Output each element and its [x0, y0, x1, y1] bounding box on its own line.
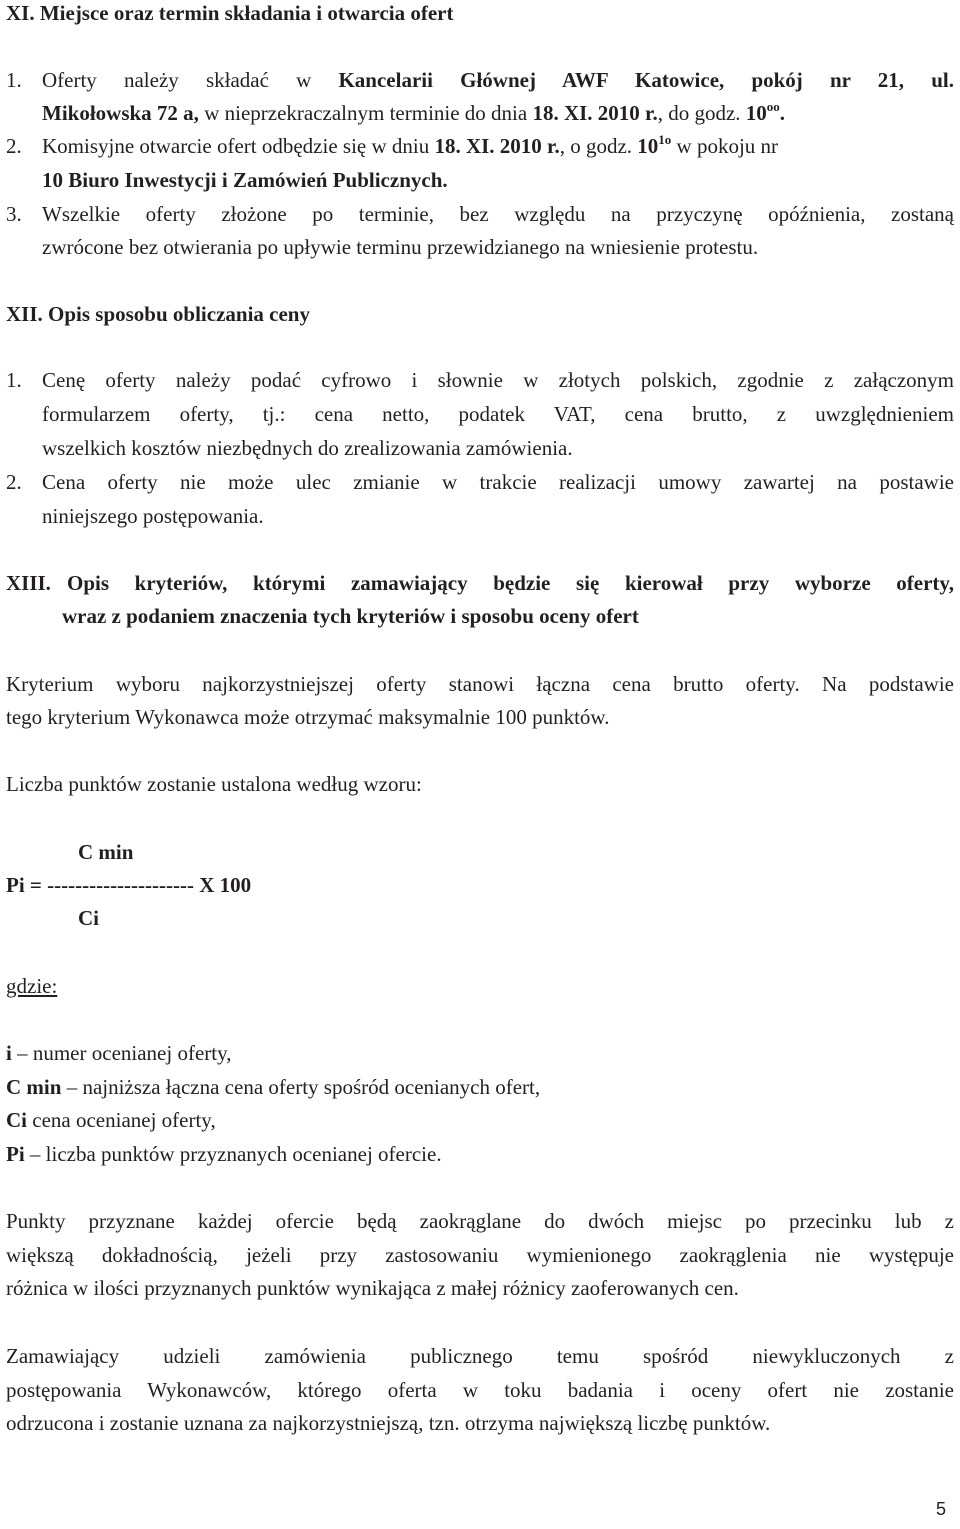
s11-item2-line2: 10 Biuro Inwestycji i Zamówień Publicznych. — [42, 168, 448, 192]
section-xiii-heading-line1: Opis kryteriów, którymi zamawiający będzie się kierował przy wyborze oferty, — [67, 571, 954, 595]
s11-item3-line2: zwrócone bez otwierania po upływie terminu przewidzianego na wniesienie protestu. — [42, 235, 759, 259]
s12-item1-number: 1. — [6, 368, 22, 392]
award-paragraph-line1: Zamawiający udzieli zamówienia publicznego temu spośród niewykluczonych z — [6, 1344, 954, 1368]
s12-item2-line1: Cena oferty nie może ulec zmianie w trakcie realizacji umowy zawartej na postawie — [42, 470, 954, 494]
s11-item1-line2: Mikołowska 72 a, w nieprzekraczalnym terminie do dnia 18. XI. 2010 r., do godz. $10^{oo}$. — [42, 99, 786, 125]
formula-numerator: C min — [78, 840, 134, 864]
section-xi-heading: XI. Miejsce oraz termin składania i otwarcia ofert — [6, 1, 454, 25]
s11-item2-number: 2. — [6, 134, 22, 158]
formula-denominator: Ci — [78, 906, 99, 930]
s11-item3-number: 3. — [6, 202, 22, 226]
award-paragraph-line3: odrzucona i zostanie uznana za najkorzystniejszą, tzn. otrzyma największą liczbę punktów. — [6, 1411, 771, 1435]
s12-item1-line3: wszelkich kosztów niezbędnych do zrealizowania zamówienia. — [42, 436, 573, 460]
s12-item2-line2: niniejszego postępowania. — [42, 504, 264, 528]
definition-ci: Ci cena ocenianej oferty, — [6, 1108, 216, 1132]
s11-item1-line1: Oferty należy składać w Kancelarii Głównej AWF Katowice, pokój nr 21, ul. — [42, 68, 954, 92]
definition-i: i – numer ocenianej oferty, — [6, 1041, 232, 1065]
award-paragraph-line2: postępowania Wykonawców, którego oferta w toku badania i oceny ofert nie zostanie — [6, 1378, 954, 1402]
page-number: 5 — [936, 1499, 947, 1519]
s12-item1-line1: Cenę oferty należy podać cyfrowo i słownie w złotych polskich, zgodnie z załączonym — [42, 368, 954, 392]
where-label: gdzie: — [6, 974, 58, 998]
s11-item3-line1: Wszelkie oferty złożone po terminie, bez względu na przyczynę opóźnienia, zostaną — [42, 202, 954, 226]
criterion-paragraph-line1: Kryterium wyboru najkorzystniejszej oferty stanowi łączna cena brutto oferty. Na podstawie — [6, 672, 954, 696]
definition-c-min: C min – najniższa łączna cena oferty spośród ocenianych ofert, — [6, 1075, 541, 1099]
s11-item1-number: 1. — [6, 68, 22, 92]
s12-item1-line2: formularzem oferty, tj.: cena netto, podatek VAT, cena brutto, z uwzględnieniem — [42, 402, 954, 426]
rounding-paragraph-line1: Punkty przyznane każdej ofercie będą zaokrąglane do dwóch miejsc po przecinku lub z — [6, 1209, 954, 1233]
section-xiii-heading-line2: wraz z podaniem znaczenia tych kryteriów i sposobu oceny ofert — [62, 604, 639, 628]
definition-pi: Pi – liczba punktów przyznanych ocenianej ofercie. — [6, 1142, 442, 1166]
section-xiii-number: XIII. — [6, 571, 51, 595]
formula-intro: Liczba punktów zostanie ustalona według wzoru: — [6, 772, 422, 796]
rounding-paragraph-line2: większą dokładnością, jeżeli przy zastosowaniu wymienionego zaokrąglenia nie występuje — [6, 1243, 954, 1267]
section-xii-heading: XII. Opis sposobu obliczania ceny — [6, 302, 310, 326]
criterion-paragraph-line2: tego kryterium Wykonawca może otrzymać maksymalnie 100 punktów. — [6, 705, 610, 729]
rounding-paragraph-line3: różnica w ilości przyznanych punktów wynikająca z małej różnicy zaoferowanych cen. — [6, 1276, 739, 1300]
formula-main-line: Pi = --------------------- X 100 — [6, 873, 252, 897]
s11-item2-line1: Komisyjne otwarcie ofert odbędzie się w dniu 18. XI. 2010 r., o godz. $10^{1o}$ w pokoju nr — [42, 132, 779, 158]
s12-item2-number: 2. — [6, 470, 22, 494]
